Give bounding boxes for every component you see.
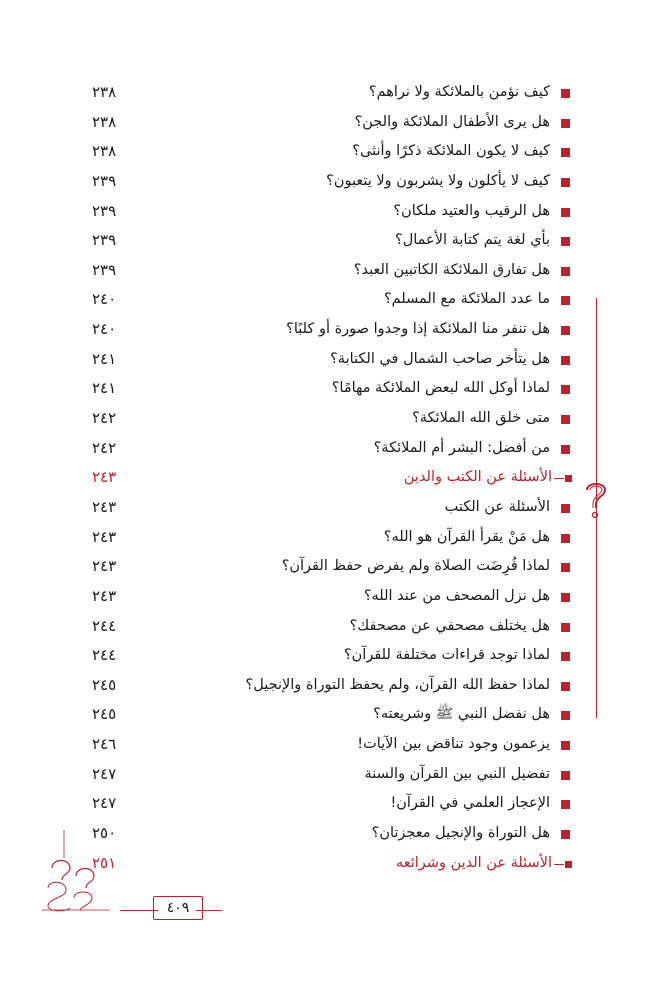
toc-row — [92, 552, 572, 582]
square-bullet-icon — [561, 830, 570, 839]
corner-ornament-icon — [40, 828, 110, 914]
toc-page-number: ٢٥٠ — [92, 824, 117, 843]
toc-title: لماذا توجد قراءات مختلفة للقرآن؟ — [343, 647, 550, 664]
toc-page-number: ٢٣٨ — [92, 112, 117, 131]
toc-page-number: ٢٣٩ — [92, 231, 117, 250]
toc-title: هل تنفر منا الملائكة إذا وجدوا صورة أو كلبًا؟ — [286, 321, 550, 338]
toc-title: هل مَنْ يقرأ القرآن هو الله؟ — [383, 528, 550, 545]
toc-title: يزعمون وجود تناقض بين الآيات! — [357, 736, 550, 753]
square-bullet-icon — [561, 178, 570, 187]
toc-title: هل نفضل النبي ﷺ وشريعته؟ — [373, 706, 550, 723]
square-bullet-icon — [561, 148, 570, 157]
toc-title: الإعجاز العلمي في القرآن! — [390, 795, 550, 812]
toc-page-number: ٢٤٧ — [92, 764, 117, 783]
toc-page-number: ٢٣٩ — [92, 171, 117, 190]
toc-title: كيف لا يكون الملائكة ذكرًا وأنثى؟ — [352, 143, 550, 160]
toc-title: لماذا أوكل الله لبعض الملائكة مهامًا؟ — [331, 380, 550, 397]
toc-page-number: ٢٤٠ — [92, 290, 117, 309]
square-bullet-icon — [561, 741, 570, 750]
square-bullet-icon — [561, 623, 570, 632]
toc-row — [92, 226, 572, 256]
square-bullet-icon — [561, 593, 570, 602]
square-bullet-icon — [561, 296, 570, 305]
toc-title: لماذا فُرِضَت الصلاة ولم يفرض حفظ القرآن؟ — [281, 558, 550, 575]
section-dash — [554, 864, 564, 865]
toc-page-number: ٢٣٩ — [92, 201, 117, 220]
toc-page-number: ٢٤٣ — [92, 468, 117, 487]
square-bullet-icon — [561, 237, 570, 246]
square-bullet-icon — [561, 534, 570, 543]
toc-row — [92, 789, 572, 819]
toc-page-number: ٢٤٤ — [92, 646, 117, 665]
toc-page-number: ٢٤٣ — [92, 586, 117, 605]
square-bullet-icon — [561, 682, 570, 691]
square-bullet-icon — [561, 563, 570, 572]
page-number: ٤٠٩ — [153, 896, 203, 920]
toc-row — [92, 78, 572, 108]
toc-title: هل يرى الأطفال الملائكة والجن؟ — [354, 113, 550, 130]
toc-title: الأسئلة عن الدين وشرائعه — [395, 854, 552, 871]
question-mark-ornament-icon — [582, 478, 610, 522]
square-bullet-icon — [561, 356, 570, 365]
square-bullet-icon — [561, 89, 570, 98]
toc-page-number: ٢٥١ — [92, 853, 117, 872]
square-bullet-icon — [561, 119, 570, 128]
section-dash — [554, 478, 564, 479]
toc-title: الأسئلة عن الكتب والدين — [403, 469, 552, 486]
toc-page-number: ٢٤٠ — [92, 320, 117, 339]
toc-row — [92, 167, 572, 197]
toc-page-number: ٢٤٤ — [92, 616, 117, 635]
square-bullet-icon — [561, 385, 570, 394]
square-bullet-icon — [561, 771, 570, 780]
square-bullet-icon — [561, 504, 570, 513]
toc-row — [92, 108, 572, 138]
toc-title: ما عدد الملائكة مع المسلم؟ — [383, 291, 550, 308]
toc-page-number: ٢٣٨ — [92, 83, 117, 101]
square-bullet-icon — [561, 711, 570, 720]
toc-row — [92, 819, 572, 849]
toc-row — [92, 700, 572, 730]
footer-rule-right — [196, 910, 222, 911]
toc-row — [92, 523, 572, 553]
toc-section-row — [92, 463, 572, 493]
toc-row — [92, 285, 572, 315]
toc-title: لماذا حفظ الله القرآن، ولم يحفظ التوراة والإنجيل؟ — [245, 676, 550, 693]
toc-page-number: ٢٤١ — [92, 379, 117, 398]
toc-page-number: ٢٤٢ — [92, 409, 117, 428]
toc-section-row — [92, 849, 572, 879]
square-bullet-icon — [561, 208, 570, 217]
toc-row — [92, 671, 572, 701]
toc-page-number: ٢٤٣ — [92, 557, 117, 576]
toc-title: كيف نؤمن بالملائكة ولا نراهم؟ — [368, 84, 550, 100]
square-bullet-icon — [561, 800, 570, 809]
square-bullet-icon — [561, 652, 570, 661]
toc-page-number: ٢٤٧ — [92, 794, 117, 813]
toc-title: متى خلق الله الملائكة؟ — [412, 410, 550, 427]
toc-page-number: ٢٣٨ — [92, 142, 117, 161]
toc-row — [92, 197, 572, 227]
toc-page-number: ٢٤١ — [92, 349, 117, 368]
toc-row — [92, 256, 572, 286]
toc-row — [92, 404, 572, 434]
toc-title: بأي لغة يتم كتابة الأعمال؟ — [395, 232, 550, 249]
toc-row — [92, 641, 572, 671]
square-bullet-icon — [561, 267, 570, 276]
square-bullet-icon — [565, 475, 572, 482]
square-bullet-icon — [561, 445, 570, 454]
toc-title: هل تفارق الملائكة الكاتبين العبد؟ — [353, 261, 550, 278]
toc-row — [92, 493, 572, 523]
toc-title: هل يختلف مصحفي عن مصحفك؟ — [349, 617, 550, 634]
toc-row — [92, 315, 572, 345]
square-bullet-icon — [561, 415, 570, 424]
toc-title: كيف لا يأكلون ولا يشربون ولا يتعبون؟ — [326, 172, 550, 189]
toc-page-number: ٢٤٥ — [92, 705, 117, 724]
toc-title: هل التوراة والإنجيل معجزتان؟ — [371, 825, 550, 842]
toc-title: من أفضل: البشر أم الملائكة؟ — [373, 439, 550, 456]
square-bullet-icon — [565, 861, 572, 868]
toc-title: تفضيل النبي بين القرآن والسنة — [364, 765, 550, 782]
toc-row — [92, 612, 572, 642]
toc-row — [92, 434, 572, 464]
toc-page-number: ٢٤٥ — [92, 675, 117, 694]
toc-page-number: ٢٤٣ — [92, 527, 117, 546]
toc-title: هل يتأخر صاحب الشمال في الكتابة؟ — [330, 350, 550, 367]
toc-row — [92, 582, 572, 612]
toc-title: الأسئلة عن الكتب — [444, 498, 550, 515]
toc-row — [92, 730, 572, 760]
toc-row — [92, 760, 572, 790]
toc-page-number: ٢٤٢ — [92, 438, 117, 457]
toc-row — [92, 345, 572, 375]
toc-title: هل نزل المصحف من عند الله؟ — [363, 587, 550, 604]
toc-page-number: ٢٤٦ — [92, 735, 117, 754]
toc-page-number: ٢٣٩ — [92, 260, 117, 279]
table-of-contents — [92, 78, 572, 878]
toc-title: هل الرقيب والعتيد ملكان؟ — [393, 202, 550, 219]
square-bullet-icon — [561, 326, 570, 335]
toc-page-number: ٢٤٣ — [92, 497, 117, 516]
toc-row — [92, 374, 572, 404]
toc-row — [92, 137, 572, 167]
